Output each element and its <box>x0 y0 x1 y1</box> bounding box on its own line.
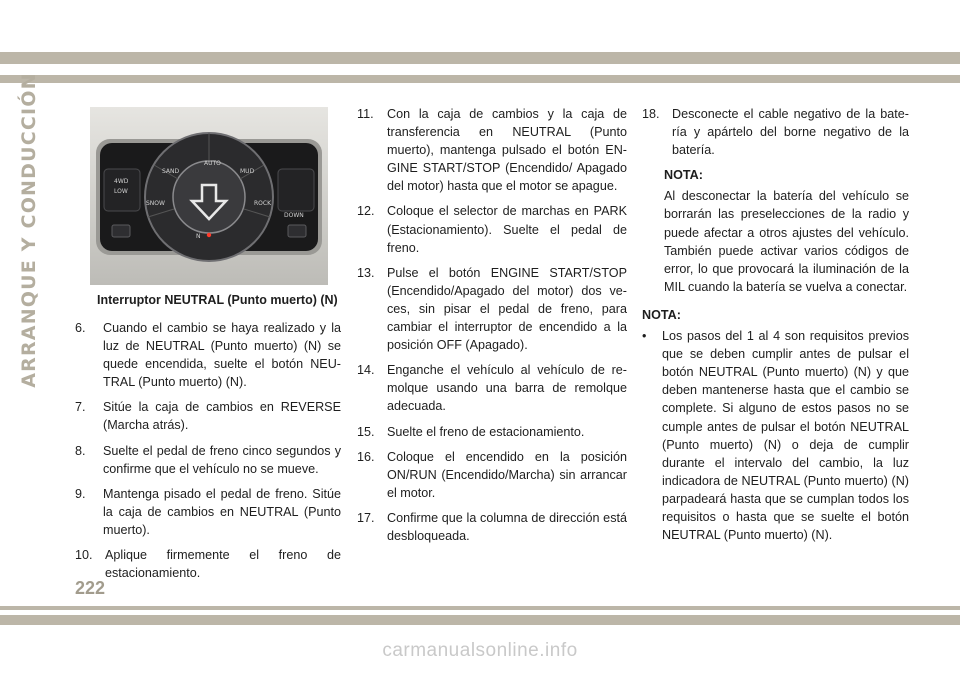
item-text: Suelte el pedal de freno cinco segundos y confirme que el vehículo no se mueve. <box>103 443 341 476</box>
item-number: 8. <box>75 443 86 458</box>
bullet-symbol: • <box>642 329 647 344</box>
item-number: 10. <box>75 548 93 563</box>
auto-label: AUTO <box>204 160 221 167</box>
item-text: Sitúe la caja de cambios en REVERSE (Marcha atrás). <box>103 400 341 433</box>
list-item <box>75 319 341 391</box>
rock-label: ROCK <box>254 200 272 207</box>
list-item <box>75 485 341 539</box>
list-item <box>357 423 627 441</box>
item-number: 9. <box>75 486 86 501</box>
down-label: DOWN <box>284 212 304 219</box>
watermark: carmanualsonline.info <box>382 640 578 661</box>
section-side-title <box>12 72 46 388</box>
item-text: Confirme que la columna de dirección está desbloqueada. <box>387 510 627 543</box>
list-item <box>357 105 627 195</box>
bottom-rule <box>0 606 960 610</box>
item-number: 14. <box>357 363 375 378</box>
snow-label: SNOW <box>146 200 165 207</box>
item-text: Desconecte el cable negativo de la batería y apártelo del borne negativo de la batería. <box>672 107 909 158</box>
item-number: 7. <box>75 400 86 415</box>
list-item <box>357 509 627 545</box>
item-number: 11. <box>357 107 374 121</box>
top-rule <box>0 75 960 83</box>
sand-label: SAND <box>162 168 180 175</box>
item-text: Mantenga pisado el pedal de freno. Sitúe la caja de cambios en NEUTRAL (Punto muerto). <box>103 486 341 537</box>
item-text: Cuando el cambio se haya realizado y la luz de NEUTRAL (Punto muerto) (N) se quede encendida, suelte el botón NEUTRAL (Punto muerto) (N). <box>103 321 341 390</box>
item-text: Coloque el selector de marchas en PARK (Estacionamiento). Suelte el pedal de freno. <box>387 204 627 255</box>
item-text: Con la caja de cambios y la caja de transferencia en NEUTRAL (Punto muerto), mantenga pulsado el botón ENGINE START/STOP (Encendido/ Apagado del motor) hasta que el motor se apague. <box>387 107 627 194</box>
column-3 <box>642 105 909 551</box>
item-text: Pulse el botón ENGINE START/STOP (Encendido/Apagado del motor) dos veces, sin pisar el pedal de freno, para cambiar el interruptor de encendido a la posición OFF (Apagado). <box>387 265 627 353</box>
note-text: Al desconectar la batería del vehículo se borrarán las preselecciones de la radio y puede afectar a otros ajustes del vehículo. También puede activar varios códigos de error, lo que provocará la iluminación de la MIL cuando la batería se vuelva a conectar. <box>664 189 909 294</box>
list-item <box>357 202 627 256</box>
item-number: 12. <box>357 204 375 219</box>
list-item <box>357 264 627 354</box>
column-1 <box>75 319 341 589</box>
item-text: Aplique firmemente el freno de estacionamiento. <box>105 548 341 581</box>
n-label: N <box>196 233 201 240</box>
column-2 <box>357 105 627 552</box>
item-number: 17. <box>357 510 375 525</box>
item-text: Enganche el vehículo al vehículo de remolque usando una barra de remolque adecuada. <box>387 363 627 414</box>
item-number: 6. <box>75 321 86 335</box>
bullet-text: Los pasos del 1 al 4 son requisitos previos que se deben cumplir antes de pulsar el botón NEUTRAL (Punto muerto) (N) y que deben mantenerse hasta que el cambio se complete. Si alguno de estos pasos no se cumple antes de pulsar el botón NEUTRAL (Punto muerto) (N) o deja de cumplir durante el intervalo del cambio, la luz indicadora de NEUTRAL (Punto muerto) (N) parpadeará hasta que se cumplan todos los requisitos o hasta que se suelte el botón NEUTRAL (Punto muerto) (N). <box>662 329 909 543</box>
bottom-band <box>0 615 960 625</box>
mud-label: MUD <box>240 168 255 175</box>
low-label: LOW <box>114 188 128 195</box>
figure-caption: Interruptor NEUTRAL (Punto muerto) (N) <box>97 293 338 307</box>
list-item <box>357 361 627 415</box>
item-number: 18. <box>642 107 660 121</box>
list-item <box>357 448 627 502</box>
bullet-item <box>642 327 909 544</box>
terrain-selector-illustration <box>90 107 328 285</box>
page-number: 222 <box>75 578 106 598</box>
list-item <box>642 105 909 159</box>
note-heading: NOTA: <box>664 168 703 183</box>
list-item <box>75 398 341 434</box>
top-band <box>0 52 960 64</box>
section-title-text: ARRANQUE Y CONDUCCIÓN <box>18 72 40 388</box>
item-number: 15. <box>357 424 375 439</box>
list-item <box>75 442 341 478</box>
item-number: 16. <box>357 449 375 464</box>
item-text: Suelte el freno de estacionamiento. <box>387 424 585 439</box>
item-text: Coloque el encendido en la posición ON/RUN (Encendido/Marcha) sin arrancar el motor. <box>387 449 627 500</box>
list-item <box>75 546 341 582</box>
4wd-label: 4WD <box>114 178 129 185</box>
note-heading: NOTA: <box>642 307 681 322</box>
item-number: 13. <box>357 265 375 280</box>
neutral-switch-figure <box>90 107 328 285</box>
